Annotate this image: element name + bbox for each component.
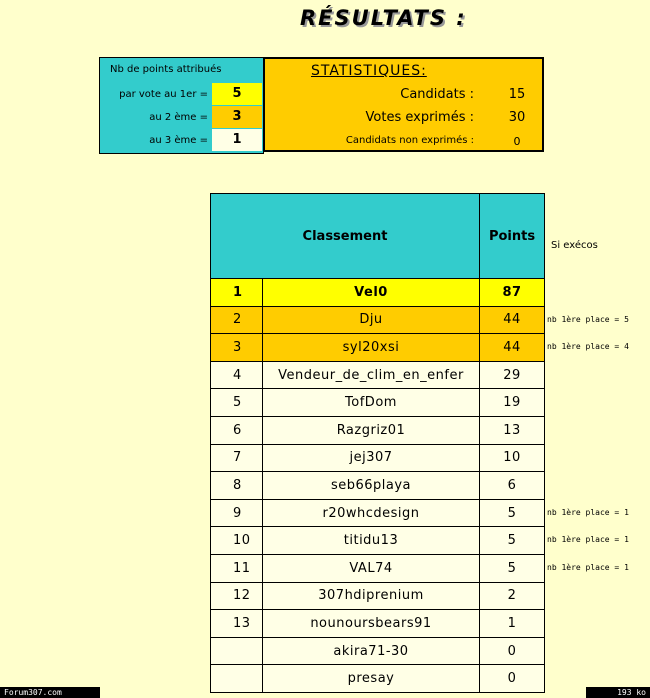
name-cell: seb66playa	[263, 472, 480, 500]
points-cell: 44	[480, 334, 545, 362]
table-row	[211, 279, 545, 307]
rank-cell: 7	[211, 444, 263, 472]
tiebreak-note: nb 1ère place = 4	[547, 342, 629, 352]
rank-cell: 5	[211, 389, 263, 417]
points-cell: 87	[480, 279, 545, 307]
ranking-header-row	[211, 194, 545, 279]
tiebreak-note: nb 1ère place = 1	[547, 563, 629, 572]
points-cell: 1	[480, 610, 545, 638]
rank-cell: 8	[211, 472, 263, 500]
points-cell: 2	[480, 582, 545, 610]
points-cell: 5	[480, 554, 545, 582]
name-cell: Vendeur_de_clim_en_enfer	[263, 361, 480, 389]
rank-cell: 2	[211, 306, 263, 334]
table-row	[211, 499, 545, 527]
footer-size: 193 ko	[586, 687, 650, 698]
name-cell: 307hdiprenium	[263, 582, 480, 610]
name-cell: r20whcdesign	[263, 499, 480, 527]
rank-cell	[211, 637, 263, 665]
tiebreak-note: nb 1ère place = 1	[547, 507, 629, 517]
header-points: Points	[480, 194, 545, 279]
points-cell: 5	[480, 499, 545, 527]
points-value-2nd[interactable]: 3	[212, 106, 262, 128]
points-cell: 44	[480, 306, 545, 334]
table-row	[211, 334, 545, 362]
tiebreak-note: nb 1ère place = 5	[547, 314, 629, 324]
rank-cell	[211, 665, 263, 693]
table-row	[211, 665, 545, 693]
name-cell: Razgriz01	[263, 416, 480, 444]
points-cell: 10	[480, 444, 545, 472]
points-cell: 19	[480, 389, 545, 417]
rank-cell: 1	[211, 279, 263, 307]
points-cell: 5	[480, 527, 545, 555]
points-cell: 29	[480, 361, 545, 389]
table-row	[211, 416, 545, 444]
points-cell: 0	[480, 637, 545, 665]
rank-cell: 6	[211, 416, 263, 444]
statistics-title: STATISTIQUES:	[311, 63, 427, 79]
name-cell: Dju	[263, 306, 480, 334]
table-row	[211, 527, 545, 555]
table-row	[211, 610, 545, 638]
points-cell: 6	[480, 472, 545, 500]
table-row	[211, 472, 545, 500]
stat-value-candidats: 15	[508, 87, 526, 102]
stat-value-votes: 30	[508, 110, 526, 125]
points-value-1st[interactable]: 5	[212, 83, 262, 105]
stat-label-non-exprimes: Candidats non exprimés :	[345, 135, 474, 146]
name-cell: VAL74	[263, 554, 480, 582]
rank-cell: 10	[211, 527, 263, 555]
table-row	[211, 444, 545, 472]
table-row	[211, 389, 545, 417]
tiebreak-note: nb 1ère place = 1	[547, 535, 629, 545]
name-cell: akira71-30	[263, 637, 480, 665]
ranking-table	[210, 193, 545, 693]
points-header: Nb de points attribués	[110, 64, 222, 75]
points-cell: 13	[480, 416, 545, 444]
points-cell: 0	[480, 665, 545, 693]
rank-cell: 4	[211, 361, 263, 389]
page-title: RÉSULTATS :	[300, 6, 467, 30]
name-cell: syl20xsi	[263, 334, 480, 362]
name-cell: TofDom	[263, 389, 480, 417]
name-cell: nounoursbears91	[263, 610, 480, 638]
name-cell: Vel0	[263, 279, 480, 307]
name-cell: jej307	[263, 444, 480, 472]
table-row	[211, 582, 545, 610]
table-row	[211, 361, 545, 389]
footer-site: Forum307.com	[0, 687, 100, 698]
points-value-3rd[interactable]: 1	[212, 129, 262, 151]
points-label-1st: par vote au 1er =	[119, 89, 208, 100]
name-cell: presay	[263, 665, 480, 693]
rank-cell: 12	[211, 582, 263, 610]
table-row	[211, 306, 545, 334]
points-label-3rd: au 3 ème =	[149, 135, 208, 146]
si-execos-label: Si exécos	[551, 240, 598, 251]
stat-value-non-exprimes: 0	[513, 135, 521, 148]
points-label-2nd: au 2 ème =	[149, 112, 208, 123]
points-attribution-box	[99, 57, 264, 154]
name-cell: titidu13	[263, 527, 480, 555]
rank-cell: 11	[211, 554, 263, 582]
rank-cell: 9	[211, 499, 263, 527]
table-row	[211, 554, 545, 582]
rank-cell: 13	[211, 610, 263, 638]
stat-label-candidats: Candidats :	[400, 87, 474, 102]
header-classement: Classement	[211, 194, 480, 279]
table-row	[211, 637, 545, 665]
stat-label-votes: Votes exprimés :	[365, 110, 474, 125]
statistics-box	[263, 57, 544, 152]
rank-cell: 3	[211, 334, 263, 362]
